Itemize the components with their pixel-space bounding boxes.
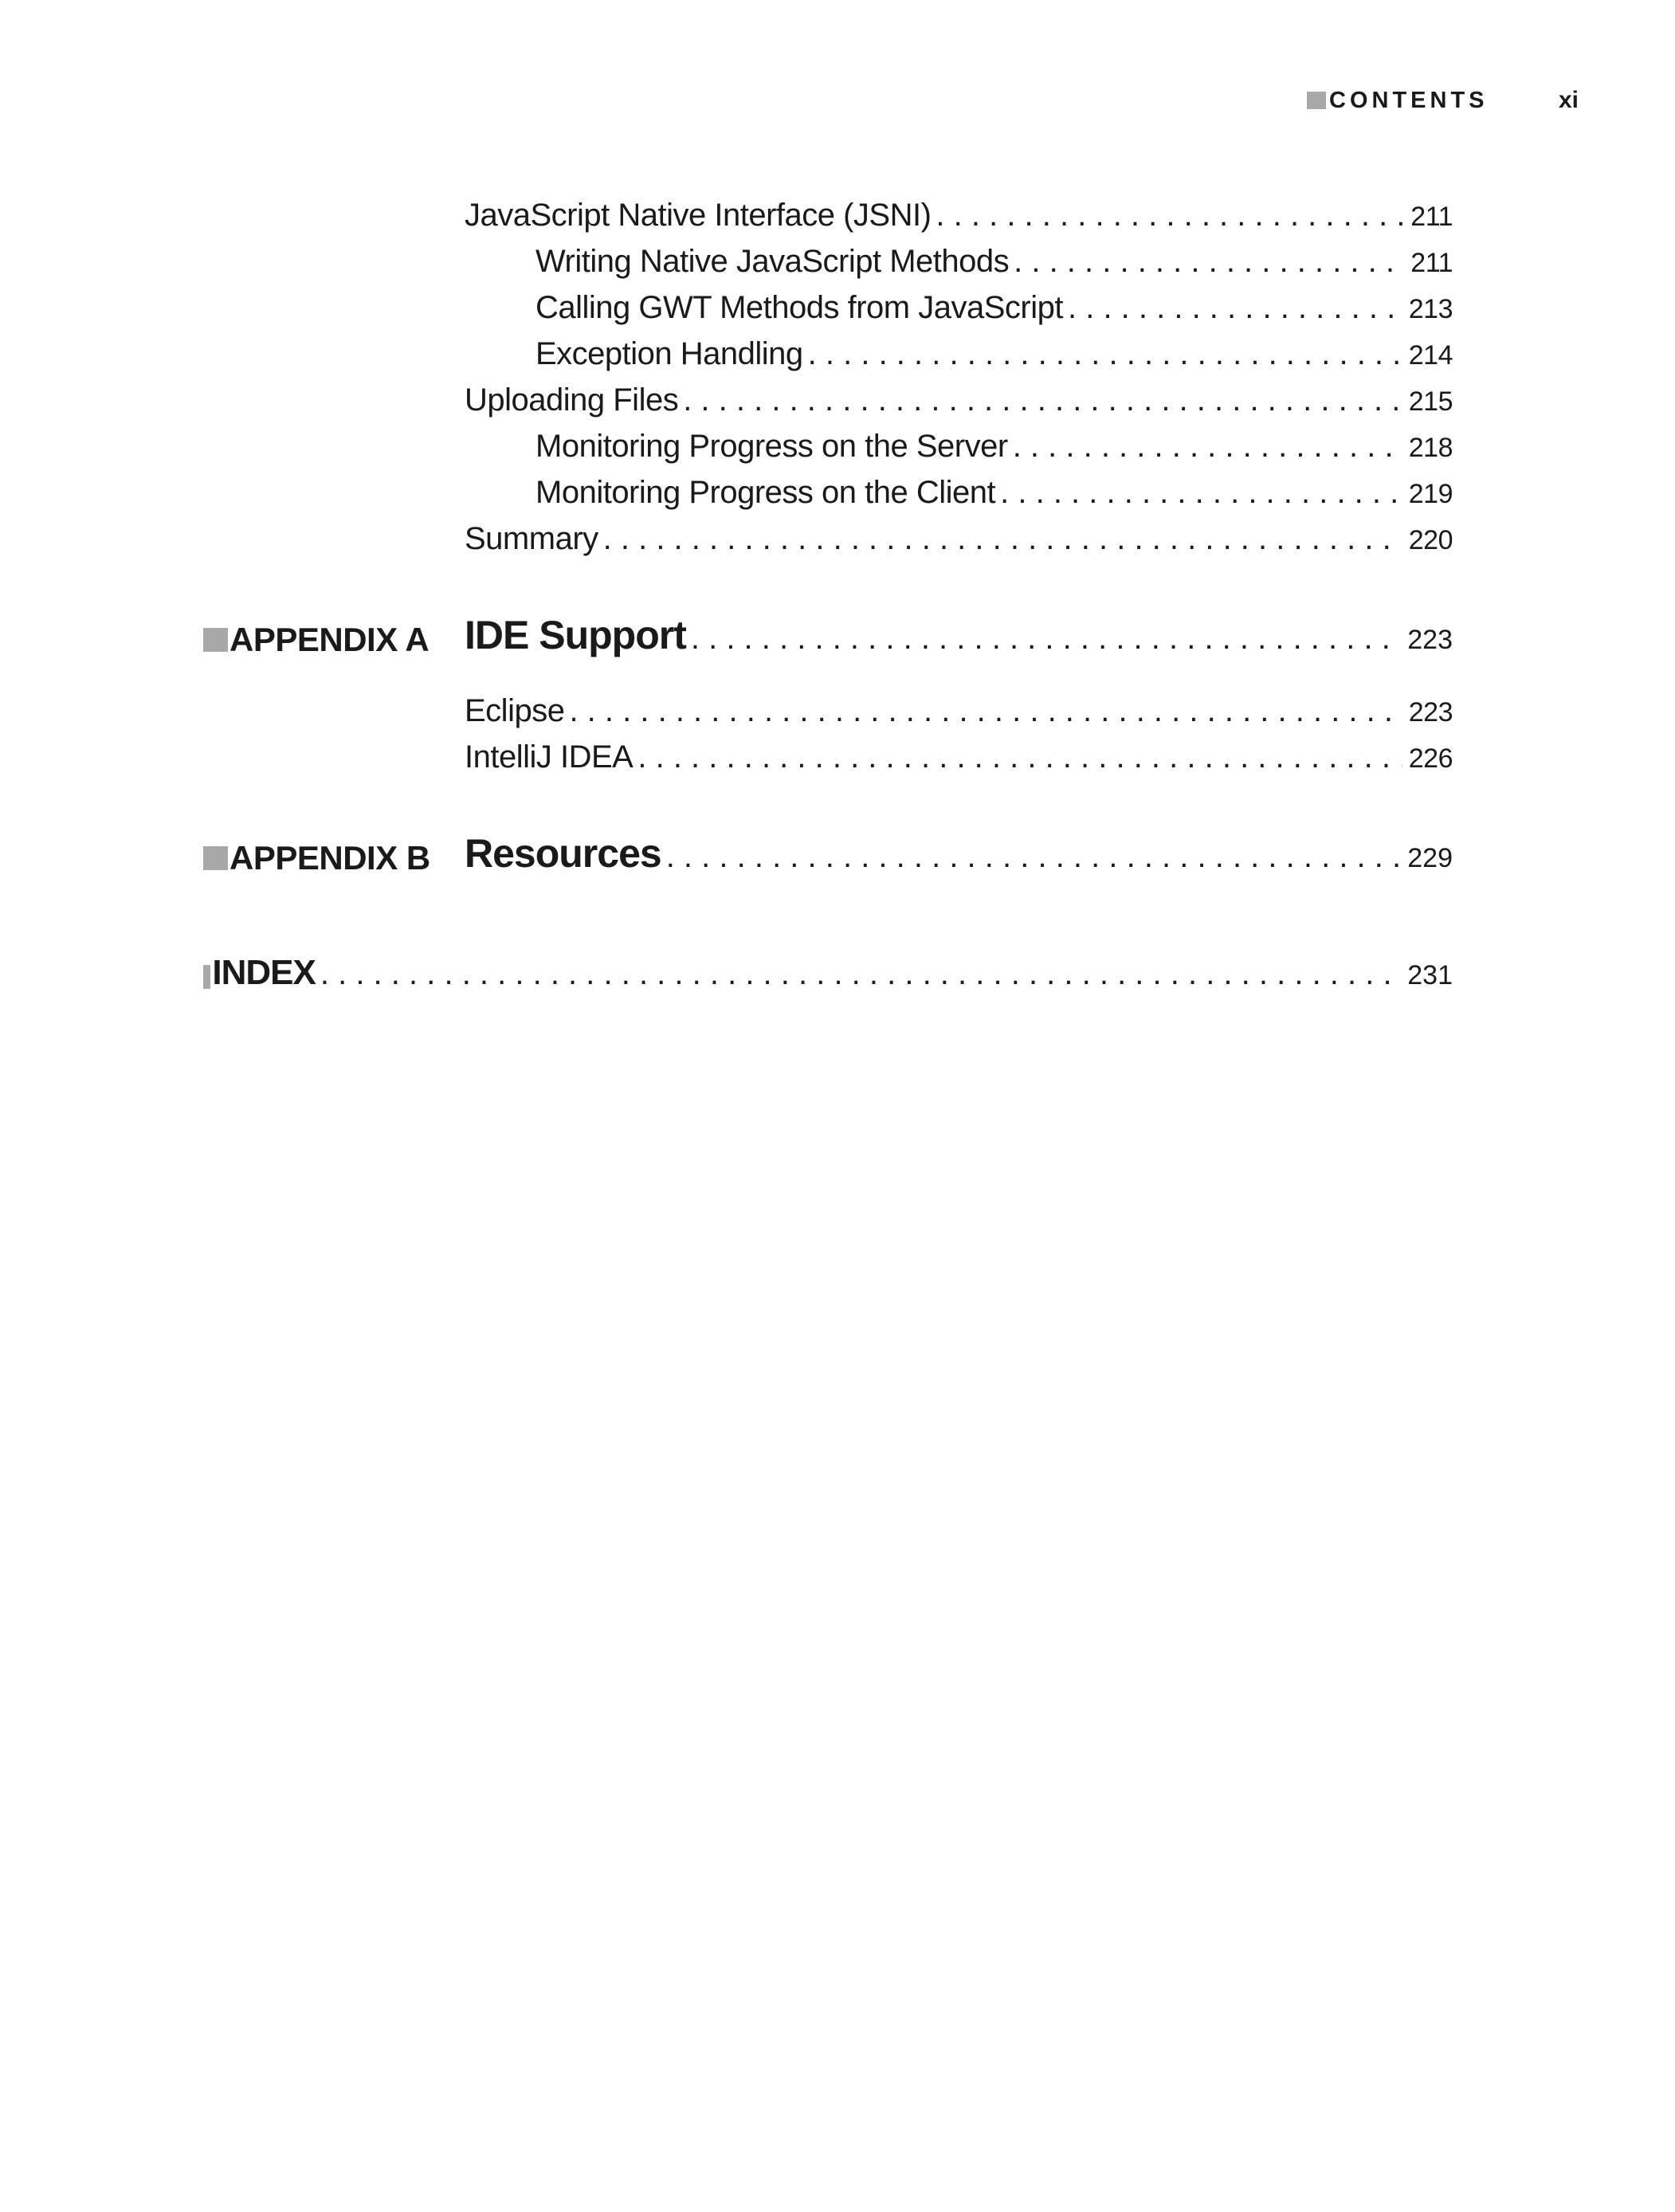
dot-leader (1063, 290, 1402, 326)
appendix-b-heading[interactable] (465, 830, 1453, 881)
dot-leader (1009, 244, 1404, 280)
appendix-b-title: Resources (465, 831, 661, 876)
toc-entry-title: Monitoring Progress on the Server (535, 429, 1008, 464)
toc-entry[interactable] (465, 198, 1453, 239)
toc-entry[interactable] (535, 244, 1453, 285)
toc-entry-page: 213 (1408, 294, 1453, 324)
toc-entry[interactable] (465, 693, 1453, 735)
toc-entry-page: 219 (1408, 479, 1453, 509)
toc-entry-page: 211 (1410, 202, 1453, 232)
toc-entry-page: 223 (1408, 697, 1453, 728)
toc-entry-page: 214 (1408, 340, 1453, 371)
appendix-a-title: IDE Support (465, 613, 686, 657)
dot-leader (661, 839, 1402, 875)
toc-entry-title: Monitoring Progress on the Client (535, 475, 996, 510)
dot-leader (678, 382, 1402, 418)
toc-entry-page: 226 (1408, 743, 1453, 774)
appendix-a-page: 223 (1407, 625, 1453, 655)
dot-leader (633, 739, 1402, 775)
square-bullet-icon (203, 965, 210, 989)
toc-entry[interactable] (465, 521, 1453, 563)
appendix-a-text: APPENDIX A (229, 621, 430, 658)
appendix-a-heading[interactable] (465, 612, 1453, 663)
toc-entry-page: 220 (1408, 525, 1453, 555)
toc-entry[interactable] (535, 429, 1453, 470)
toc-entry-title: JavaScript Native Interface (JSNI) (465, 198, 932, 233)
toc-entry-title: Calling GWT Methods from JavaScript (535, 290, 1063, 325)
dot-leader (686, 621, 1401, 657)
toc-entry-title: Writing Native JavaScript Methods (535, 244, 1010, 279)
toc-entry[interactable] (535, 336, 1453, 378)
index-title: INDEX (212, 953, 316, 992)
toc-entry-page: 215 (1408, 386, 1453, 417)
dot-leader (803, 336, 1402, 372)
toc-entry[interactable] (535, 475, 1453, 516)
toc-entry[interactable] (465, 739, 1453, 781)
toc-entry-title: Summary (465, 521, 598, 556)
appendix-a-label (203, 620, 429, 660)
dot-leader (564, 693, 1402, 729)
toc-entry[interactable] (535, 290, 1453, 331)
running-head-label: CONTENTS (1329, 87, 1489, 113)
page-number: xi (1559, 87, 1579, 113)
toc-entry[interactable] (465, 382, 1453, 424)
dot-leader (1008, 429, 1402, 465)
dot-leader (995, 475, 1402, 511)
square-bullet-icon (1307, 92, 1326, 109)
toc-entry-page: 211 (1410, 248, 1453, 278)
index-heading[interactable] (203, 953, 1453, 1001)
appendix-b-label (203, 838, 430, 878)
dot-leader (931, 198, 1404, 233)
index-page: 231 (1407, 960, 1453, 990)
toc-entry-title: Uploading Files (465, 382, 679, 418)
toc-entry-title: Exception Handling (535, 336, 803, 371)
running-head (1307, 86, 1489, 115)
dot-leader (316, 956, 1401, 992)
appendix-b-page: 229 (1407, 843, 1453, 873)
appendix-b-text: APPENDIX B (229, 839, 430, 877)
square-bullet-icon (203, 846, 228, 870)
dot-leader (598, 521, 1402, 557)
square-bullet-icon (203, 628, 228, 652)
toc-entry-page: 218 (1408, 433, 1453, 463)
toc-entry-title: Eclipse (465, 693, 565, 728)
toc-entry-title: IntelliJ IDEA (465, 739, 634, 775)
